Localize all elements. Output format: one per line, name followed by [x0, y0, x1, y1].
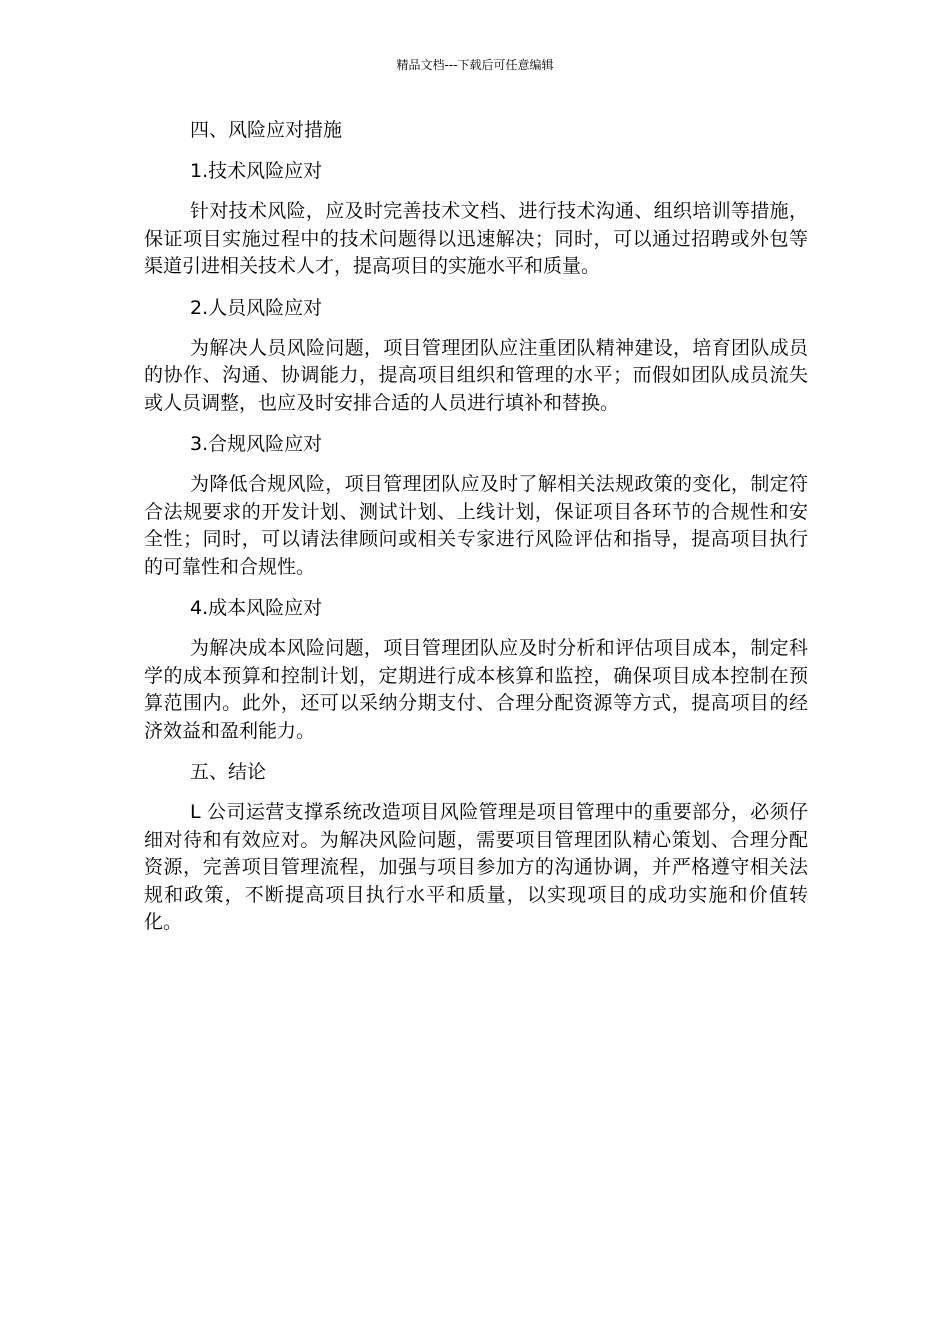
subheading-technical-risk: 1.技术风险应对: [190, 160, 323, 182]
paragraph-technical-risk: 针对技术风险，应及时完善技术文档、进行技术沟通、组织培训等措施，保证项目实施过程中的技术问题得以迅速解决；同时，可以通过招聘或外包等渠道引进相关技术人才，提高项目的实施水平和质量。: [144, 200, 808, 277]
section-heading-risk-measures: 四、风险应对措施: [190, 119, 343, 141]
paragraph-compliance-risk: 为降低合规风险，项目管理团队应及时了解相关法规政策的变化，制定符合法规要求的开发计划、测试计划、上线计划，保证项目各环节的合规性和安全性；同时，可以请法律顾问或相关专家进行风险评估和指导，提高项目执行的可靠性和合规性。: [144, 473, 808, 578]
subheading-cost-risk: 4.成本风险应对: [190, 597, 323, 619]
document-body: [144, 116, 808, 950]
page-header: 精品文档---下载后可任意编辑: [396, 58, 554, 72]
subheading-personnel-risk: 2.人员风险应对: [190, 296, 323, 319]
paragraph-personnel-risk: 为解决人员风险问题，项目管理团队应注重团队精神建设，培育团队成员的协作、沟通、协调能力，提高项目组织和管理的水平；而假如团队成员流失或人员调整，也应及时安排合适的人员进行填补和替换。: [144, 336, 808, 414]
subheading-compliance-risk: 3.合规风险应对: [190, 433, 323, 455]
section-heading-conclusion: 五、结论: [190, 761, 267, 783]
paragraph-cost-risk: 为解决成本风险问题，项目管理团队应及时分析和评估项目成本，制定科学的成本预算和控制计划，定期进行成本核算和监控，确保项目成本控制在预算范围内。此外，还可以采纳分期支付、合理分配资源等方式，提高项目的经济效益和盈利能力。: [144, 637, 808, 742]
paragraph-conclusion: L 公司运营支撑系统改造项目风险管理是项目管理中的重要部分，必须仔细对待和有效应对。为解决风险问题，需要项目管理团队精心策划、合理分配资源，完善项目管理流程，加强与项目参加方的沟通协调，并严格遵守相关法规和政策，不断提高项目执行水平和质量，以实现项目的成功实施和价值转化。: [144, 801, 808, 933]
